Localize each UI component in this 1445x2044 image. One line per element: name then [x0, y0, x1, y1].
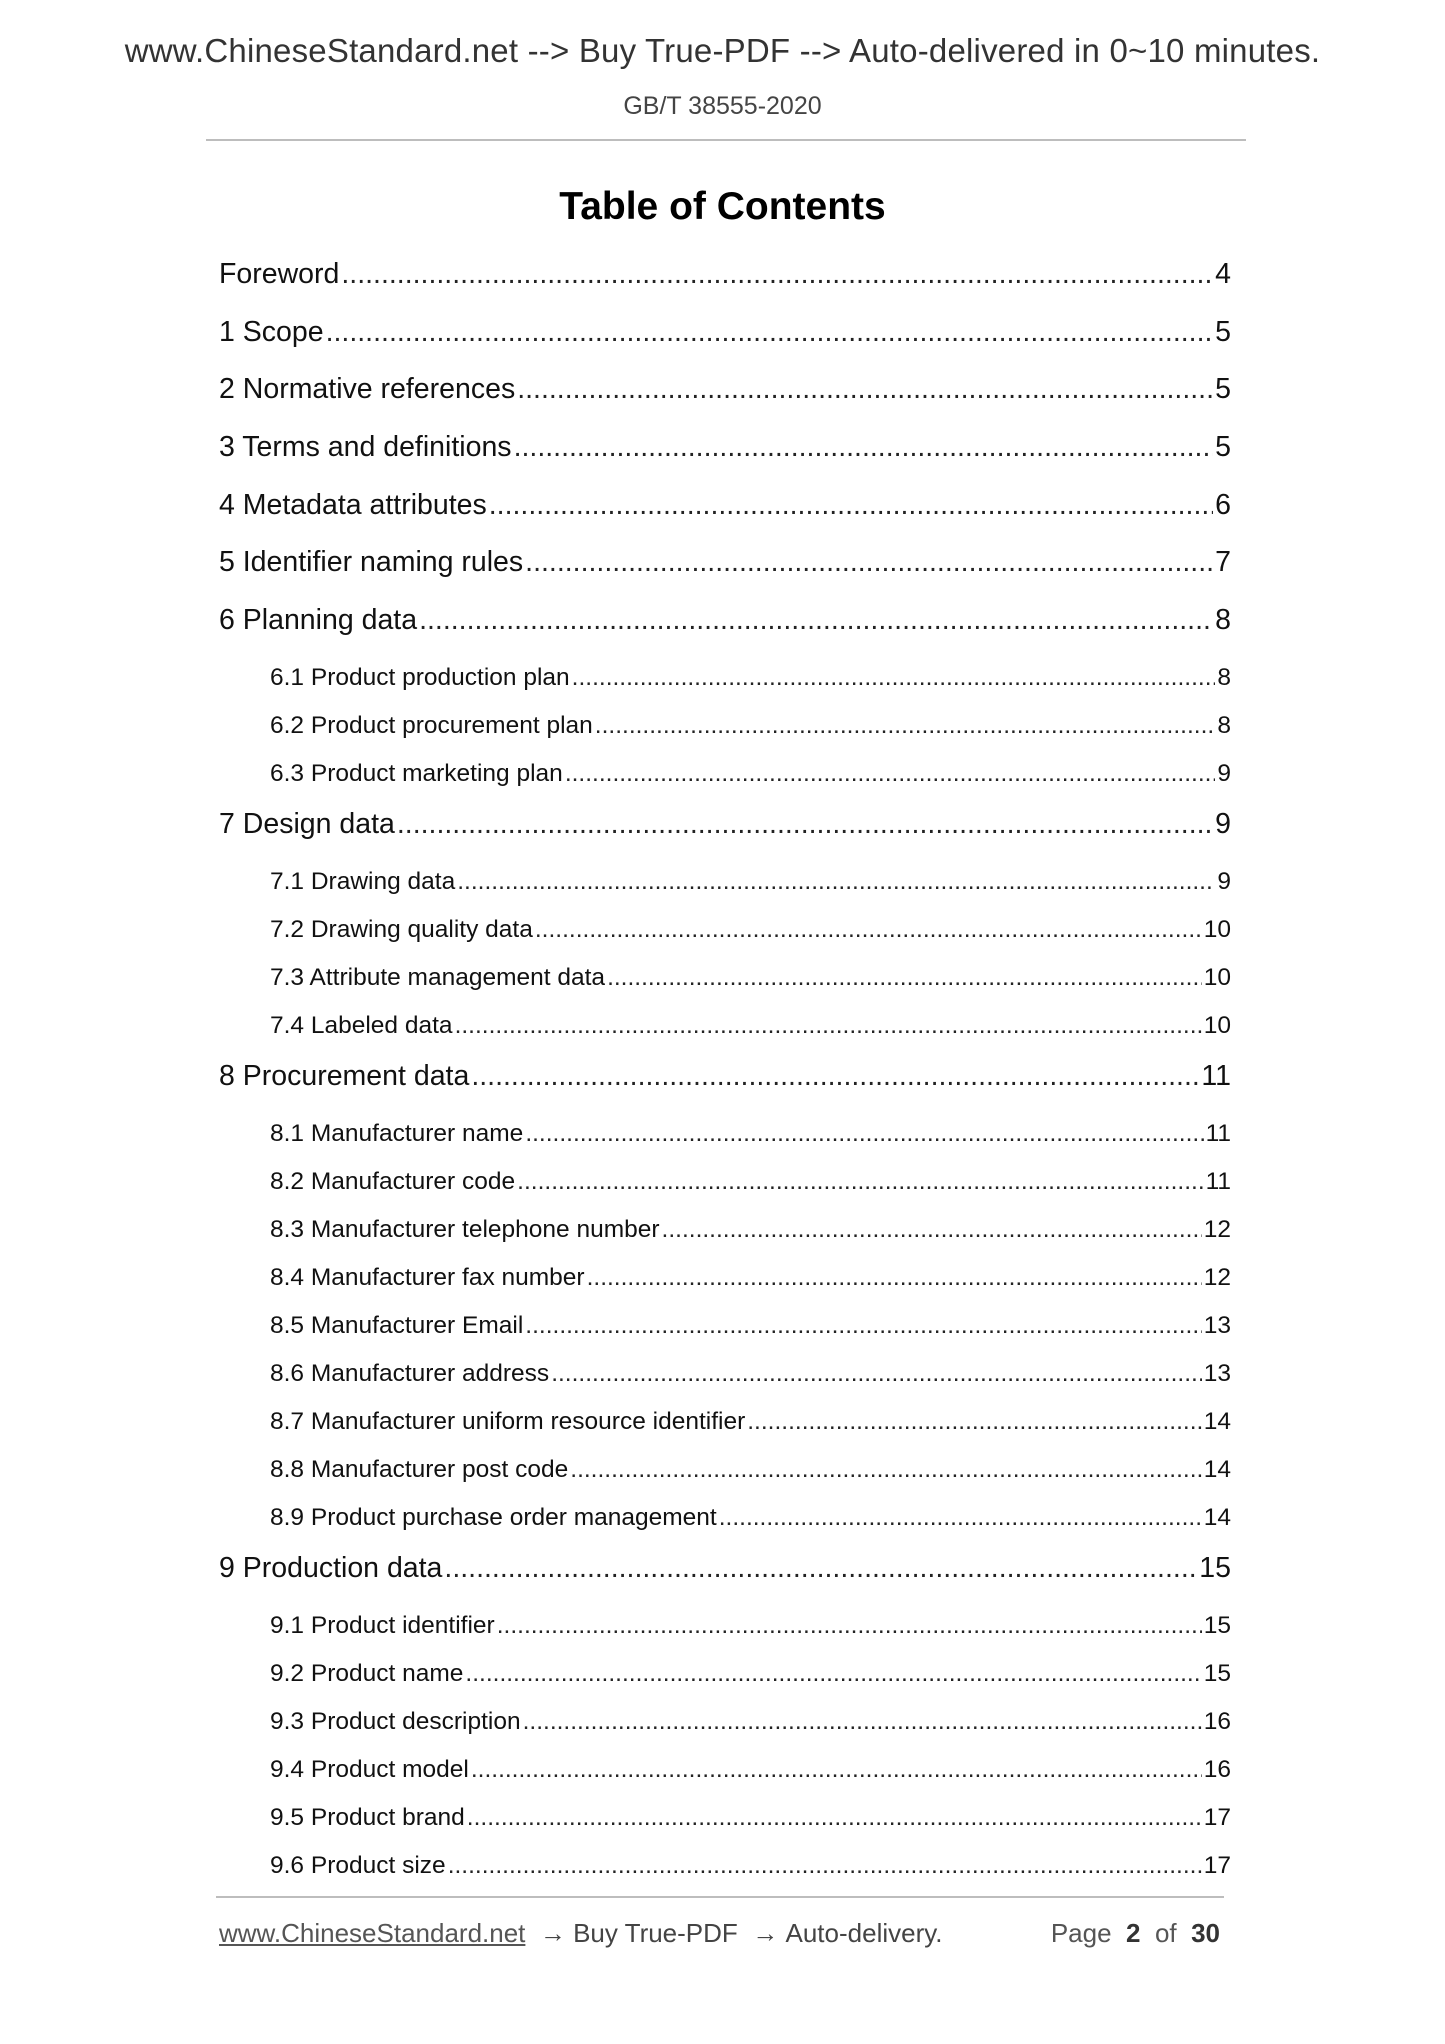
- footer-divider: [216, 1896, 1224, 1898]
- toc-entry-page: 7: [1215, 546, 1231, 578]
- toc-dot-leader: [471, 1756, 1202, 1784]
- toc-dot-leader: [397, 808, 1213, 841]
- toc-entry[interactable]: [270, 1264, 1231, 1300]
- toc-entry[interactable]: [270, 1312, 1231, 1348]
- right-arrow-icon: →: [745, 1918, 786, 1948]
- site-link[interactable]: www.ChineseStandard.net: [219, 1918, 526, 1948]
- toc-entry-page: 17: [1203, 1852, 1231, 1879]
- toc-entry[interactable]: [219, 1552, 1231, 1592]
- toc-entry-page: 11: [1205, 1120, 1231, 1147]
- toc-entry-page: 12: [1203, 1264, 1231, 1291]
- toc-entry[interactable]: [270, 1756, 1231, 1792]
- toc-entry-page: 8: [1215, 604, 1231, 636]
- toc-entry[interactable]: [270, 1168, 1231, 1204]
- toc-entry-page: 5: [1215, 431, 1231, 463]
- toc-entry[interactable]: [270, 1408, 1231, 1444]
- toc-dot-leader: [465, 1660, 1201, 1688]
- page-indicator: [1051, 1918, 1220, 1949]
- page-title: Table of Contents: [559, 185, 886, 228]
- toc-entry-label: 9.4 Product model: [270, 1756, 469, 1783]
- toc-entry-label: 6 Planning data: [219, 604, 418, 636]
- toc-entry-page: 10: [1203, 1012, 1231, 1039]
- toc-dot-leader: [497, 1612, 1202, 1640]
- page-footer: [219, 1918, 1224, 1958]
- toc-entry-label: 9.3 Product description: [270, 1708, 521, 1735]
- toc-dot-leader: [551, 1360, 1202, 1388]
- toc-entry-page: 13: [1203, 1312, 1231, 1339]
- toc-entry-label: 2 Normative references: [219, 373, 516, 405]
- toc-entry-page: 11: [1201, 1060, 1231, 1092]
- toc-entry[interactable]: [219, 431, 1231, 471]
- toc-entry-page: 15: [1203, 1660, 1231, 1687]
- toc-entry-page: 11: [1205, 1168, 1231, 1195]
- toc-entry[interactable]: [270, 1804, 1231, 1840]
- toc-entry[interactable]: [219, 604, 1231, 644]
- toc-entry[interactable]: [270, 916, 1231, 952]
- toc-dot-leader: [341, 258, 1213, 291]
- toc-entry-label: 1 Scope: [219, 316, 324, 348]
- toc-entry[interactable]: [270, 1012, 1231, 1048]
- toc-entry[interactable]: [270, 868, 1231, 904]
- toc-entry[interactable]: [219, 808, 1231, 848]
- toc-entry-page: 4: [1215, 258, 1231, 290]
- toc-entry-label: 8.2 Manufacturer code: [270, 1168, 516, 1195]
- toc-entry-page: 15: [1203, 1612, 1231, 1639]
- delivery-text: Auto-delivery.: [785, 1918, 943, 1948]
- toc-entry-page: 8: [1217, 664, 1231, 691]
- toc-dot-leader: [587, 1264, 1202, 1292]
- toc-dot-leader: [523, 1708, 1202, 1736]
- toc-entry-label: 5 Identifier naming rules: [219, 546, 524, 578]
- toc-dot-leader: [607, 964, 1202, 992]
- toc-entry-label: 6.1 Product production plan: [270, 664, 570, 691]
- toc-entry-page: 15: [1199, 1552, 1231, 1584]
- toc-entry-label: 9.2 Product name: [270, 1660, 464, 1687]
- toc-entry-label: 9.5 Product brand: [270, 1804, 465, 1831]
- page-word: Page: [1050, 1918, 1112, 1948]
- toc-entry-label: 8.6 Manufacturer address: [270, 1360, 550, 1387]
- toc-entry-page: 5: [1215, 373, 1231, 405]
- toc-entry-page: 9: [1215, 808, 1231, 840]
- toc-entry[interactable]: [219, 1060, 1231, 1100]
- toc-entry-label: 8 Procurement data: [219, 1060, 470, 1092]
- toc-entry-page: 9: [1217, 868, 1231, 895]
- toc-entry-page: 14: [1203, 1504, 1231, 1531]
- toc-entry[interactable]: [270, 1660, 1231, 1696]
- toc-entry-label: 8.8 Manufacturer post code: [270, 1456, 569, 1483]
- toc-entry-page: 8: [1217, 712, 1231, 739]
- toc-dot-leader: [517, 373, 1213, 406]
- current-page-number: 2: [1126, 1918, 1141, 1948]
- toc-dot-leader: [448, 1852, 1202, 1880]
- toc-entry-label: 8.7 Manufacturer uniform resource identifier: [270, 1408, 746, 1435]
- toc-dot-leader: [514, 431, 1214, 464]
- toc-entry[interactable]: [270, 712, 1231, 748]
- toc-dot-leader: [525, 546, 1213, 579]
- toc-dot-leader: [326, 316, 1214, 349]
- toc-dot-leader: [565, 760, 1216, 788]
- toc-entry[interactable]: [270, 964, 1231, 1000]
- toc-entry[interactable]: [219, 546, 1231, 586]
- toc-dot-leader: [747, 1408, 1201, 1436]
- toc-dot-leader: [489, 489, 1213, 522]
- toc-entry-label: 8.9 Product purchase order management: [270, 1504, 717, 1531]
- toc-dot-leader: [457, 868, 1215, 896]
- toc-dot-leader: [525, 1120, 1203, 1148]
- toc-dot-leader: [467, 1804, 1202, 1832]
- toc-entry[interactable]: [270, 1456, 1231, 1492]
- toc-entry-label: Foreword: [219, 258, 340, 290]
- toc-entry[interactable]: [270, 1360, 1231, 1396]
- of-word: of: [1154, 1918, 1177, 1948]
- toc-entry[interactable]: [219, 373, 1231, 413]
- toc-entry[interactable]: [270, 664, 1231, 700]
- top-banner: www.ChineseStandard.net --> Buy True-PDF --> Auto-delivered in 0~10 minutes.: [124, 32, 1321, 69]
- toc-entry[interactable]: [270, 1120, 1231, 1156]
- document-code: GB/T 38555-2020: [623, 92, 822, 120]
- toc-dot-leader: [719, 1504, 1202, 1532]
- toc-dot-leader: [595, 712, 1216, 740]
- toc-dot-leader: [662, 1216, 1202, 1244]
- toc-entry-label: 7.2 Drawing quality data: [270, 916, 533, 943]
- toc-entry-label: 7.3 Attribute management data: [270, 964, 606, 991]
- toc-entry-page: 5: [1215, 316, 1231, 348]
- toc-dot-leader: [471, 1060, 1199, 1093]
- toc-entry-page: 9: [1217, 760, 1231, 787]
- toc-entry[interactable]: [270, 1216, 1231, 1252]
- toc-entry-page: 13: [1203, 1360, 1231, 1387]
- toc-entry-label: 9 Production data: [219, 1552, 443, 1584]
- toc-entry-label: 3 Terms and definitions: [219, 431, 512, 463]
- toc-entry[interactable]: [270, 1708, 1231, 1744]
- right-arrow-icon: →: [532, 1918, 574, 1948]
- toc-dot-leader: [444, 1552, 1197, 1585]
- toc-entry[interactable]: [219, 489, 1231, 529]
- toc-entry-page: 14: [1203, 1456, 1231, 1483]
- toc-entry-label: 8.3 Manufacturer telephone number: [270, 1216, 660, 1243]
- toc-entry-page: 10: [1203, 916, 1231, 943]
- toc-entry-label: 6.3 Product marketing plan: [270, 760, 563, 787]
- buy-text: Buy True-PDF: [573, 1918, 738, 1948]
- toc-dot-leader: [570, 1456, 1201, 1484]
- toc-dot-leader: [572, 664, 1216, 692]
- toc-entry-page: 17: [1203, 1804, 1231, 1831]
- toc-entry-page: 12: [1203, 1216, 1231, 1243]
- toc-dot-leader: [419, 604, 1213, 637]
- toc-entry-label: 9.6 Product size: [270, 1852, 446, 1879]
- toc-entry[interactable]: [219, 316, 1231, 356]
- toc-entry-label: 6.2 Product procurement plan: [270, 712, 593, 739]
- toc-entry-page: 6: [1215, 489, 1231, 521]
- toc-entry-label: 8.1 Manufacturer name: [270, 1120, 524, 1147]
- toc-entry-label: 7 Design data: [219, 808, 395, 840]
- toc-entry[interactable]: [270, 1504, 1231, 1540]
- toc-entry[interactable]: [270, 1852, 1231, 1888]
- toc-entry[interactable]: [270, 760, 1231, 796]
- toc-dot-leader: [535, 916, 1202, 944]
- toc-entry-page: 14: [1203, 1408, 1231, 1435]
- toc-entry[interactable]: [270, 1612, 1231, 1648]
- toc-entry[interactable]: [219, 258, 1231, 298]
- toc-entry-label: 7.1 Drawing data: [270, 868, 456, 895]
- footer-promo: [219, 1918, 943, 1949]
- toc-entry-label: 8.5 Manufacturer Email: [270, 1312, 524, 1339]
- toc-entry-page: 16: [1203, 1756, 1231, 1783]
- toc-entry-label: 4 Metadata attributes: [219, 489, 487, 521]
- toc-entry-page: 16: [1203, 1708, 1231, 1735]
- toc-entry-page: 10: [1203, 964, 1231, 991]
- toc-dot-leader: [455, 1012, 1202, 1040]
- toc-entry-label: 7.4 Labeled data: [270, 1012, 453, 1039]
- total-page-number: 30: [1191, 1918, 1220, 1948]
- toc-dot-leader: [525, 1312, 1201, 1340]
- toc-dot-leader: [517, 1168, 1203, 1196]
- toc-entry-label: 9.1 Product identifier: [270, 1612, 495, 1639]
- toc-entry-label: 8.4 Manufacturer fax number: [270, 1264, 585, 1291]
